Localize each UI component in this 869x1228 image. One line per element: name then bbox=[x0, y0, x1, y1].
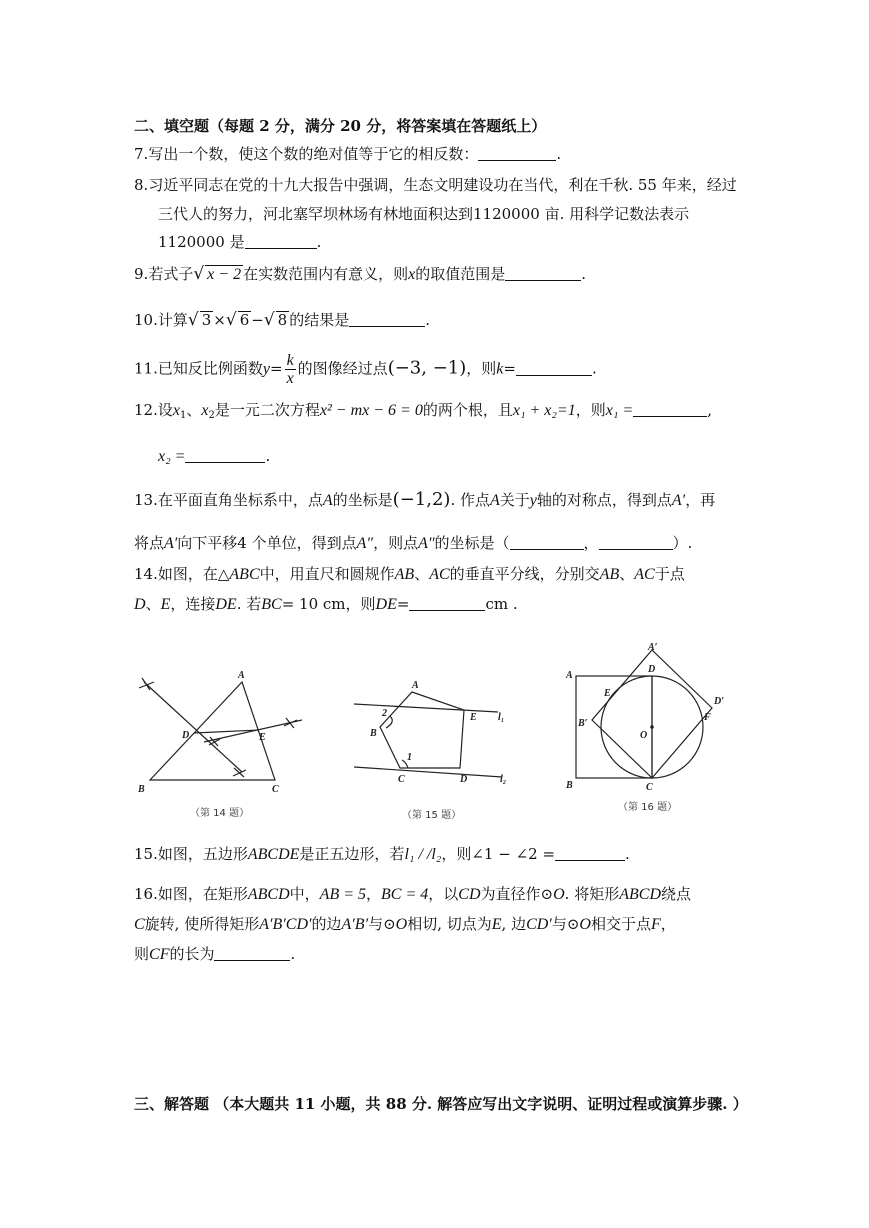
question-text: 习近平同志在党的十九大报告中强调，生态文明建设功在当代，利在千秋. 55 年来，经过 bbox=[148, 176, 737, 194]
question-number: 7. bbox=[134, 145, 149, 163]
question-12-line2: x₂ = . bbox=[158, 447, 271, 465]
figure-caption: （第 15 题） bbox=[402, 810, 462, 821]
question-number: 16. bbox=[134, 885, 158, 903]
question-16: 16.如图，在矩形ABCD中，AB = 5，BC = 4，以CD为直径作⊙O. 将矩形ABCD绕点 bbox=[134, 885, 692, 903]
label-D: D bbox=[460, 774, 468, 785]
figure-16 bbox=[562, 638, 742, 813]
label-angle-2: 2 bbox=[382, 708, 387, 719]
question-number: 10. bbox=[134, 311, 158, 329]
label-D: D bbox=[648, 664, 656, 675]
answer-blank-x2[interactable] bbox=[185, 448, 265, 463]
label-E: E bbox=[470, 712, 477, 723]
question-12: 12.设$x_1$、$x_2$是一元二次方程x² − mx − 6 = 0的两个根，且x₁ + x₂=1，则x₁ = , bbox=[134, 401, 713, 421]
label-C: C bbox=[646, 782, 653, 793]
question-13: 13.在平面直角坐标系中，点A的坐标是(−1,2). 作点A关于y轴的对称点，得到点A′，再 bbox=[134, 489, 716, 510]
question-16-line2: C旋转, 使所得矩形A′B′CD′的边A′B′与⊙O相切, 切点为E, 边CD′与⊙O相交于点F， bbox=[134, 915, 676, 933]
label-A: A bbox=[566, 670, 573, 681]
answer-blank-x[interactable] bbox=[510, 535, 584, 550]
label-D: D bbox=[182, 730, 190, 741]
label-l2: l₂ bbox=[500, 774, 507, 785]
question-number: 11. bbox=[134, 359, 158, 378]
question-9: 9.若式子√ x − 2 在实数范围内有意义，则x的取值范围是 . bbox=[134, 264, 586, 284]
answer-blank[interactable] bbox=[478, 146, 556, 161]
question-16-line3: 则CF的长为 . bbox=[134, 945, 296, 963]
label-C: C bbox=[272, 784, 279, 795]
question-number: 14. bbox=[134, 565, 158, 583]
figure-15 bbox=[352, 672, 512, 821]
label-D-prime: D′ bbox=[714, 696, 725, 707]
label-A-prime: A′ bbox=[648, 642, 658, 653]
answer-blank[interactable] bbox=[245, 234, 317, 249]
question-7: 7.写出一个数，使这个数的绝对值等于它的相反数： . bbox=[134, 145, 562, 163]
question-number: 13. bbox=[134, 491, 158, 509]
figure-caption: （第 16 题） bbox=[618, 802, 678, 813]
question-number: 9. bbox=[134, 265, 149, 283]
figure-caption: （第 14 题） bbox=[190, 808, 250, 819]
answer-blank[interactable] bbox=[555, 846, 625, 861]
label-A: A bbox=[412, 680, 419, 691]
label-O: O bbox=[640, 730, 648, 741]
fraction: $\frac{k}{x}$ bbox=[286, 352, 294, 387]
answer-blank[interactable] bbox=[349, 312, 425, 327]
label-B: B bbox=[566, 780, 573, 791]
answer-blank[interactable] bbox=[214, 946, 290, 961]
question-number: 8. bbox=[134, 176, 149, 194]
radicand: x − 2 bbox=[207, 266, 242, 283]
figure-14 bbox=[134, 660, 314, 819]
label-B: B bbox=[370, 728, 377, 739]
label-B-prime: B′ bbox=[578, 718, 588, 729]
question-11: 11.已知反比例函数y= $\frac{k}{x}$ 的图像经过点(−3, −1)，则k= . bbox=[134, 352, 597, 387]
label-F: F bbox=[704, 712, 711, 723]
question-14: 14.如图，在△ABC中，用直尺和圆规作AB、AC的垂直平分线，分别交AB、AC于点 bbox=[134, 565, 685, 583]
question-13-line2: 将点A′向下平移4 个单位，得到点A″，则点A″的坐标是（ ， ）. bbox=[134, 534, 693, 552]
answer-blank[interactable] bbox=[516, 361, 592, 376]
label-angle-1: 1 bbox=[407, 752, 412, 763]
question-15: 15.如图，五边形ABCDE是正五边形，若l₁ / /l₂，则∠1 − ∠2 = . bbox=[134, 845, 630, 863]
section-title: 二、填空题（每题 2 分，满分 20 分，将答案填在答题纸上） bbox=[134, 117, 547, 135]
question-8-line3: 1120000 是 . bbox=[158, 233, 322, 251]
question-text: 写出一个数，使这个数的绝对值等于它的相反数： bbox=[148, 145, 479, 163]
label-B: B bbox=[138, 784, 145, 795]
section-title: 三、解答题 （本大题共 11 小题，共 88 分. 解答应写出文字说明、证明过程或演算步骤. ） bbox=[134, 1095, 748, 1113]
answer-blank-x1[interactable] bbox=[633, 402, 707, 417]
label-E: E bbox=[604, 688, 611, 699]
answer-blank-y[interactable] bbox=[599, 535, 673, 550]
question-number: 12. bbox=[134, 401, 158, 419]
answer-blank[interactable] bbox=[505, 266, 581, 281]
label-l1: l₁ bbox=[498, 712, 505, 723]
question-number: 15. bbox=[134, 845, 158, 863]
question-8-line2: 三代人的努力，河北塞罕坝林场有林地面积达到1120000 亩. 用科学记数法表示 bbox=[158, 205, 690, 223]
question-14-line2: D、E，连接DE. 若BC= 10 cm，则DE= cm . bbox=[134, 595, 518, 613]
label-A: A bbox=[238, 670, 245, 681]
answer-blank[interactable] bbox=[409, 596, 485, 611]
label-E: E bbox=[259, 732, 266, 743]
label-C: C bbox=[398, 774, 405, 785]
question-8 bbox=[134, 175, 737, 195]
question-10: 10.计算√ 3 ×√ 6 −√ 8 的结果是 . bbox=[134, 310, 430, 330]
